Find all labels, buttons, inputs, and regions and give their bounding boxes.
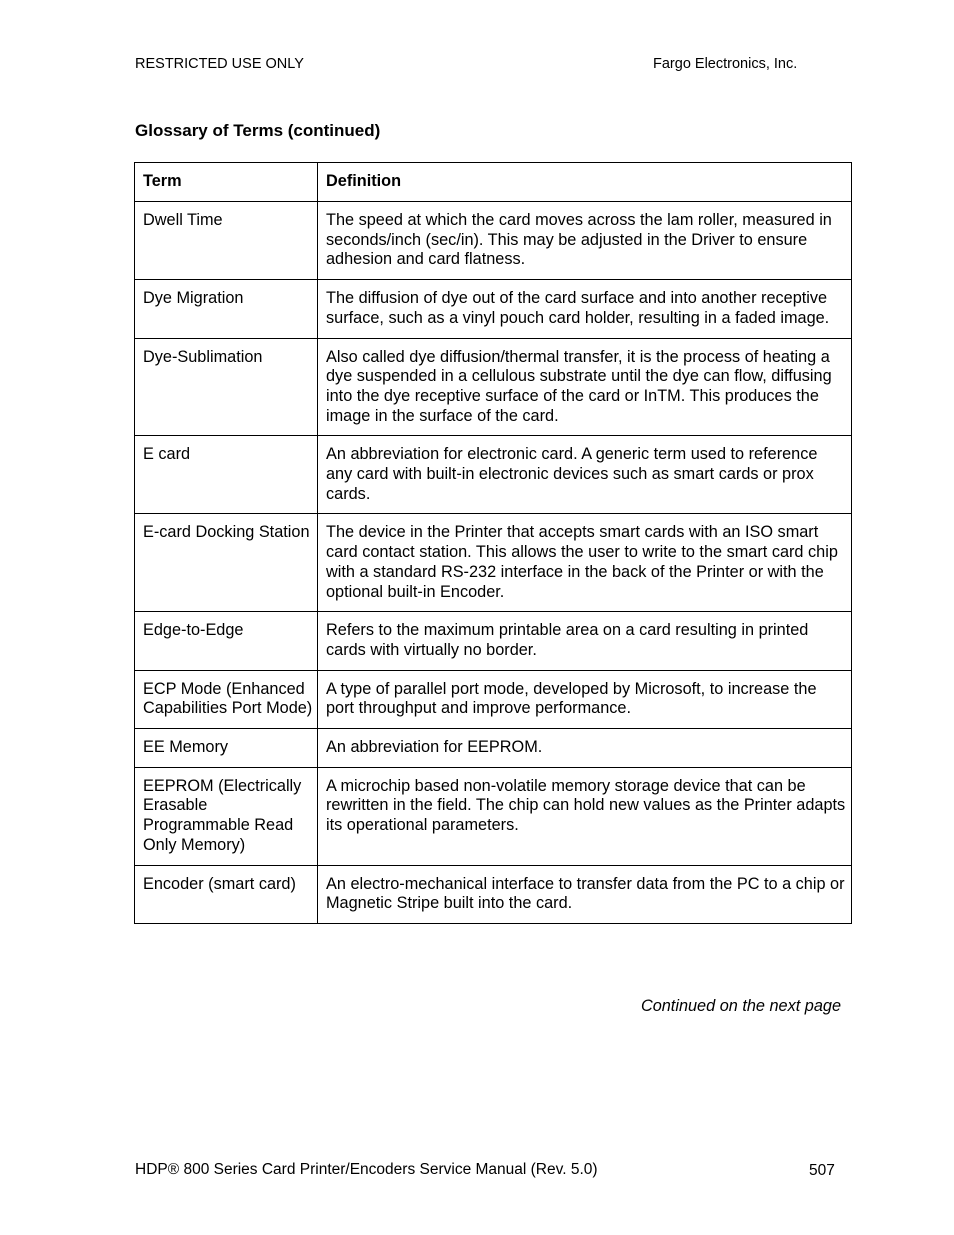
table-row [135, 612, 852, 670]
table-row [135, 865, 852, 923]
footer-manual-title: HDP® 800 Series Card Printer/Encoders Service Manual (Rev. 5.0) [135, 1161, 598, 1178]
term-cell: EE Memory [135, 729, 318, 768]
table-row [135, 514, 852, 612]
definition-cell: The device in the Printer that accepts smart cards with an ISO smart card contact station. This allows the user to write to the smart card chip with a standard RS-232 interface in the back of the Printer or with the optional built-in Encoder. [318, 514, 852, 612]
continued-note: Continued on the next page [640, 997, 841, 1015]
term-cell: Dye Migration [135, 280, 318, 338]
term-cell: ECP Mode (Enhanced Capabilities Port Mode) [135, 670, 318, 728]
page-number: 507 [809, 1162, 835, 1179]
definition-cell: An electro-mechanical interface to transfer data from the PC to a chip or Magnetic Stripe built into the card. [318, 865, 852, 923]
definition-cell: An abbreviation for EEPROM. [318, 729, 852, 768]
definition-cell: A type of parallel port mode, developed by Microsoft, to increase the port throughput and improve performance. [318, 670, 852, 728]
term-cell: E card [135, 436, 318, 514]
table-row [135, 670, 852, 728]
glossary-table [134, 162, 852, 924]
term-cell: Dwell Time [135, 202, 318, 280]
table-header-row [135, 163, 852, 202]
definition-cell: The speed at which the card moves across the lam roller, measured in seconds/inch (sec/in). This may be adjusted in the Driver to ensure adhesion and card flatness. [318, 202, 852, 280]
table-row [135, 338, 852, 436]
definition-cell: A microchip based non-volatile memory storage device that can be rewritten in the field. The chip can hold new values as the Printer adapts its operational parameters. [318, 767, 852, 865]
table-row [135, 202, 852, 280]
section-title: Glossary of Terms (continued) [135, 121, 381, 140]
table-row [135, 436, 852, 514]
header-company-name: Fargo Electronics, Inc. [653, 56, 798, 72]
definition-cell: Refers to the maximum printable area on a card resulting in printed cards with virtually no border. [318, 612, 852, 670]
term-cell: Encoder (smart card) [135, 865, 318, 923]
definition-cell: Also called dye diffusion/thermal transfer, it is the process of heating a dye suspended in a cellulous substrate until the dye can flow, diffusing into the dye receptive surface of the card or InTM. This produces the image in the surface of the card. [318, 338, 852, 436]
term-cell: E-card Docking Station [135, 514, 318, 612]
definition-cell: An abbreviation for electronic card. A generic term used to reference any card with built-in electronic devices such as smart cards or prox cards. [318, 436, 852, 514]
table-row [135, 729, 852, 768]
definition-cell: The diffusion of dye out of the card surface and into another receptive surface, such as a vinyl pouch card holder, resulting in a faded image. [318, 280, 852, 338]
term-cell: Edge-to-Edge [135, 612, 318, 670]
term-cell: Dye-Sublimation [135, 338, 318, 436]
column-header-definition: Definition [318, 163, 852, 202]
header-restricted-notice: RESTRICTED USE ONLY [135, 56, 304, 72]
term-cell: EEPROM (Electrically Erasable Programmable Read Only Memory) [135, 767, 318, 865]
column-header-term: Term [135, 163, 318, 202]
table-row [135, 280, 852, 338]
table-row [135, 767, 852, 865]
